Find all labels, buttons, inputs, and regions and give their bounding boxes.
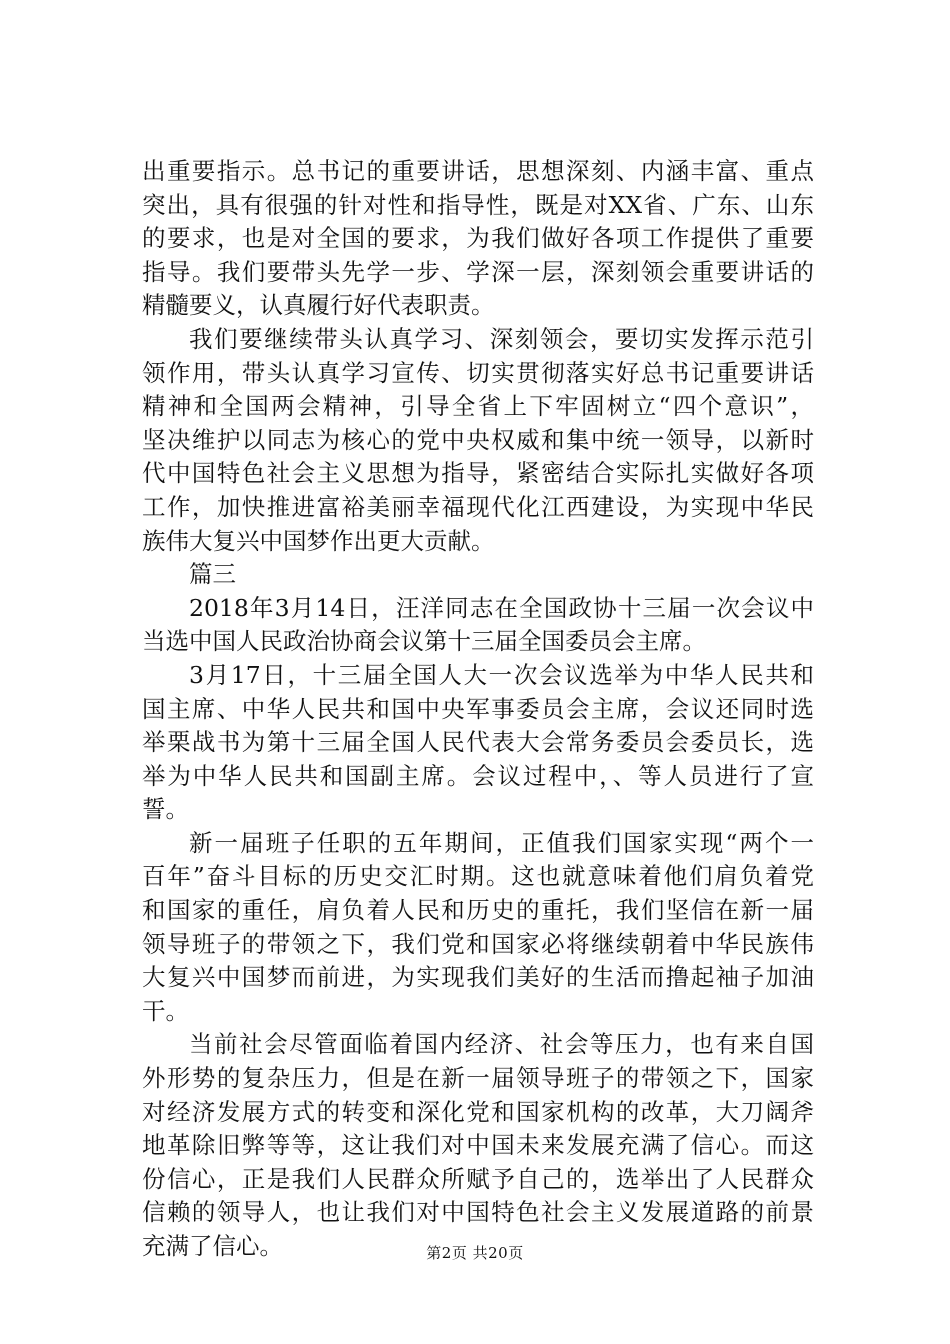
paragraph [142,155,814,323]
text-line: 代中国特色社会主义思想为指导，紧密结合实际扎实做好各项 [142,459,814,488]
document-body [142,155,814,1264]
paragraph [142,659,814,827]
paragraph [142,827,814,1029]
text-line: 篇三 [189,560,236,589]
paragraph [142,592,814,659]
text-line: 举栗战书为第十三届全国人民代表大会常务委员会委员长，选 [142,728,814,757]
text-line: 百年”奋斗目标的历史交汇时期。这也就意味着他们肩负着党 [142,862,814,891]
text-line: 当选中国人民政治协商会议第十三届全国委员会主席。 [142,627,706,656]
text-line: 指导。我们要带头先学一步、学深一层，深刻领会重要讲话的 [142,257,814,286]
text-line: 当前社会尽管面临着国内经济、社会等压力，也有来自国 [189,1030,814,1059]
text-line: 3月17日，十三届全国人大一次会议选举为中华人民共和 [189,660,814,689]
text-line: 大复兴中国梦而前进，为实现我们美好的生活而撸起袖子加油 [142,963,814,992]
text-line: 举为中华人民共和国副主席。会议过程中，、等人员进行了宣 [142,761,814,790]
text-line: 对经济发展方式的转变和深化党和国家机构的改革，大刀阔斧 [142,1097,814,1126]
paragraph [142,558,814,592]
text-line: 工作，加快推进富裕美丽幸福现代化江西建设，为实现中华民 [142,492,814,521]
text-line: 领导班子的带领之下，我们党和国家必将继续朝着中华民族伟 [142,929,814,958]
text-line: 突出，具有很强的针对性和指导性，既是对XX省、广东、山东 [142,190,814,219]
text-line: 我们要继续带头认真学习、深刻领会，要切实发挥示范引 [189,324,814,353]
text-line: 精神和全国两会精神，引导全省上下牢固树立“四个意识”， [142,392,814,421]
text-line: 2018年3月14日，汪洋同志在全国政协十三届一次会议中 [189,593,814,622]
text-line: 誓。 [142,795,189,824]
paragraph [142,323,814,558]
text-line: 的要求，也是对全国的要求，为我们做好各项工作提供了重要 [142,224,814,253]
text-line: 干。 [142,996,189,1025]
text-line: 份信心，正是我们人民群众所赋予自己的，选举出了人民群众 [142,1164,814,1193]
text-line: 领作用，带头认真学习宣传、切实贯彻落实好总书记重要讲话 [142,358,814,387]
text-line: 地革除旧弊等等，这让我们对中国未来发展充满了信心。而这 [142,1131,814,1160]
text-line: 国主席、中华人民共和国中央军事委员会主席，会议还同时选 [142,694,814,723]
text-line: 坚决维护以同志为核心的党中央权威和集中统一领导，以新时 [142,425,814,454]
text-line: 族伟大复兴中国梦作出更大贡献。 [142,526,495,555]
page-footer: 第2页 共20页 [426,1244,524,1262]
text-line: 精髓要义，认真履行好代表职责。 [142,291,495,320]
text-line: 出重要指示。总书记的重要讲话，思想深刻、内涵丰富、重点 [142,157,814,185]
text-line: 新一届班子任职的五年期间，正值我们国家实现“两个一 [189,828,814,857]
text-line: 和国家的重任，肩负着人民和历史的重托，我们坚信在新一届 [142,896,814,925]
text-line: 充满了信心。 [142,1232,283,1260]
text-line: 信赖的领导人，也让我们对中国特色社会主义发展道路的前景 [142,1198,814,1227]
text-line: 外形势的复杂压力，但是在新一届领导班子的带领之下，国家 [142,1064,814,1093]
paragraph [142,1028,814,1263]
